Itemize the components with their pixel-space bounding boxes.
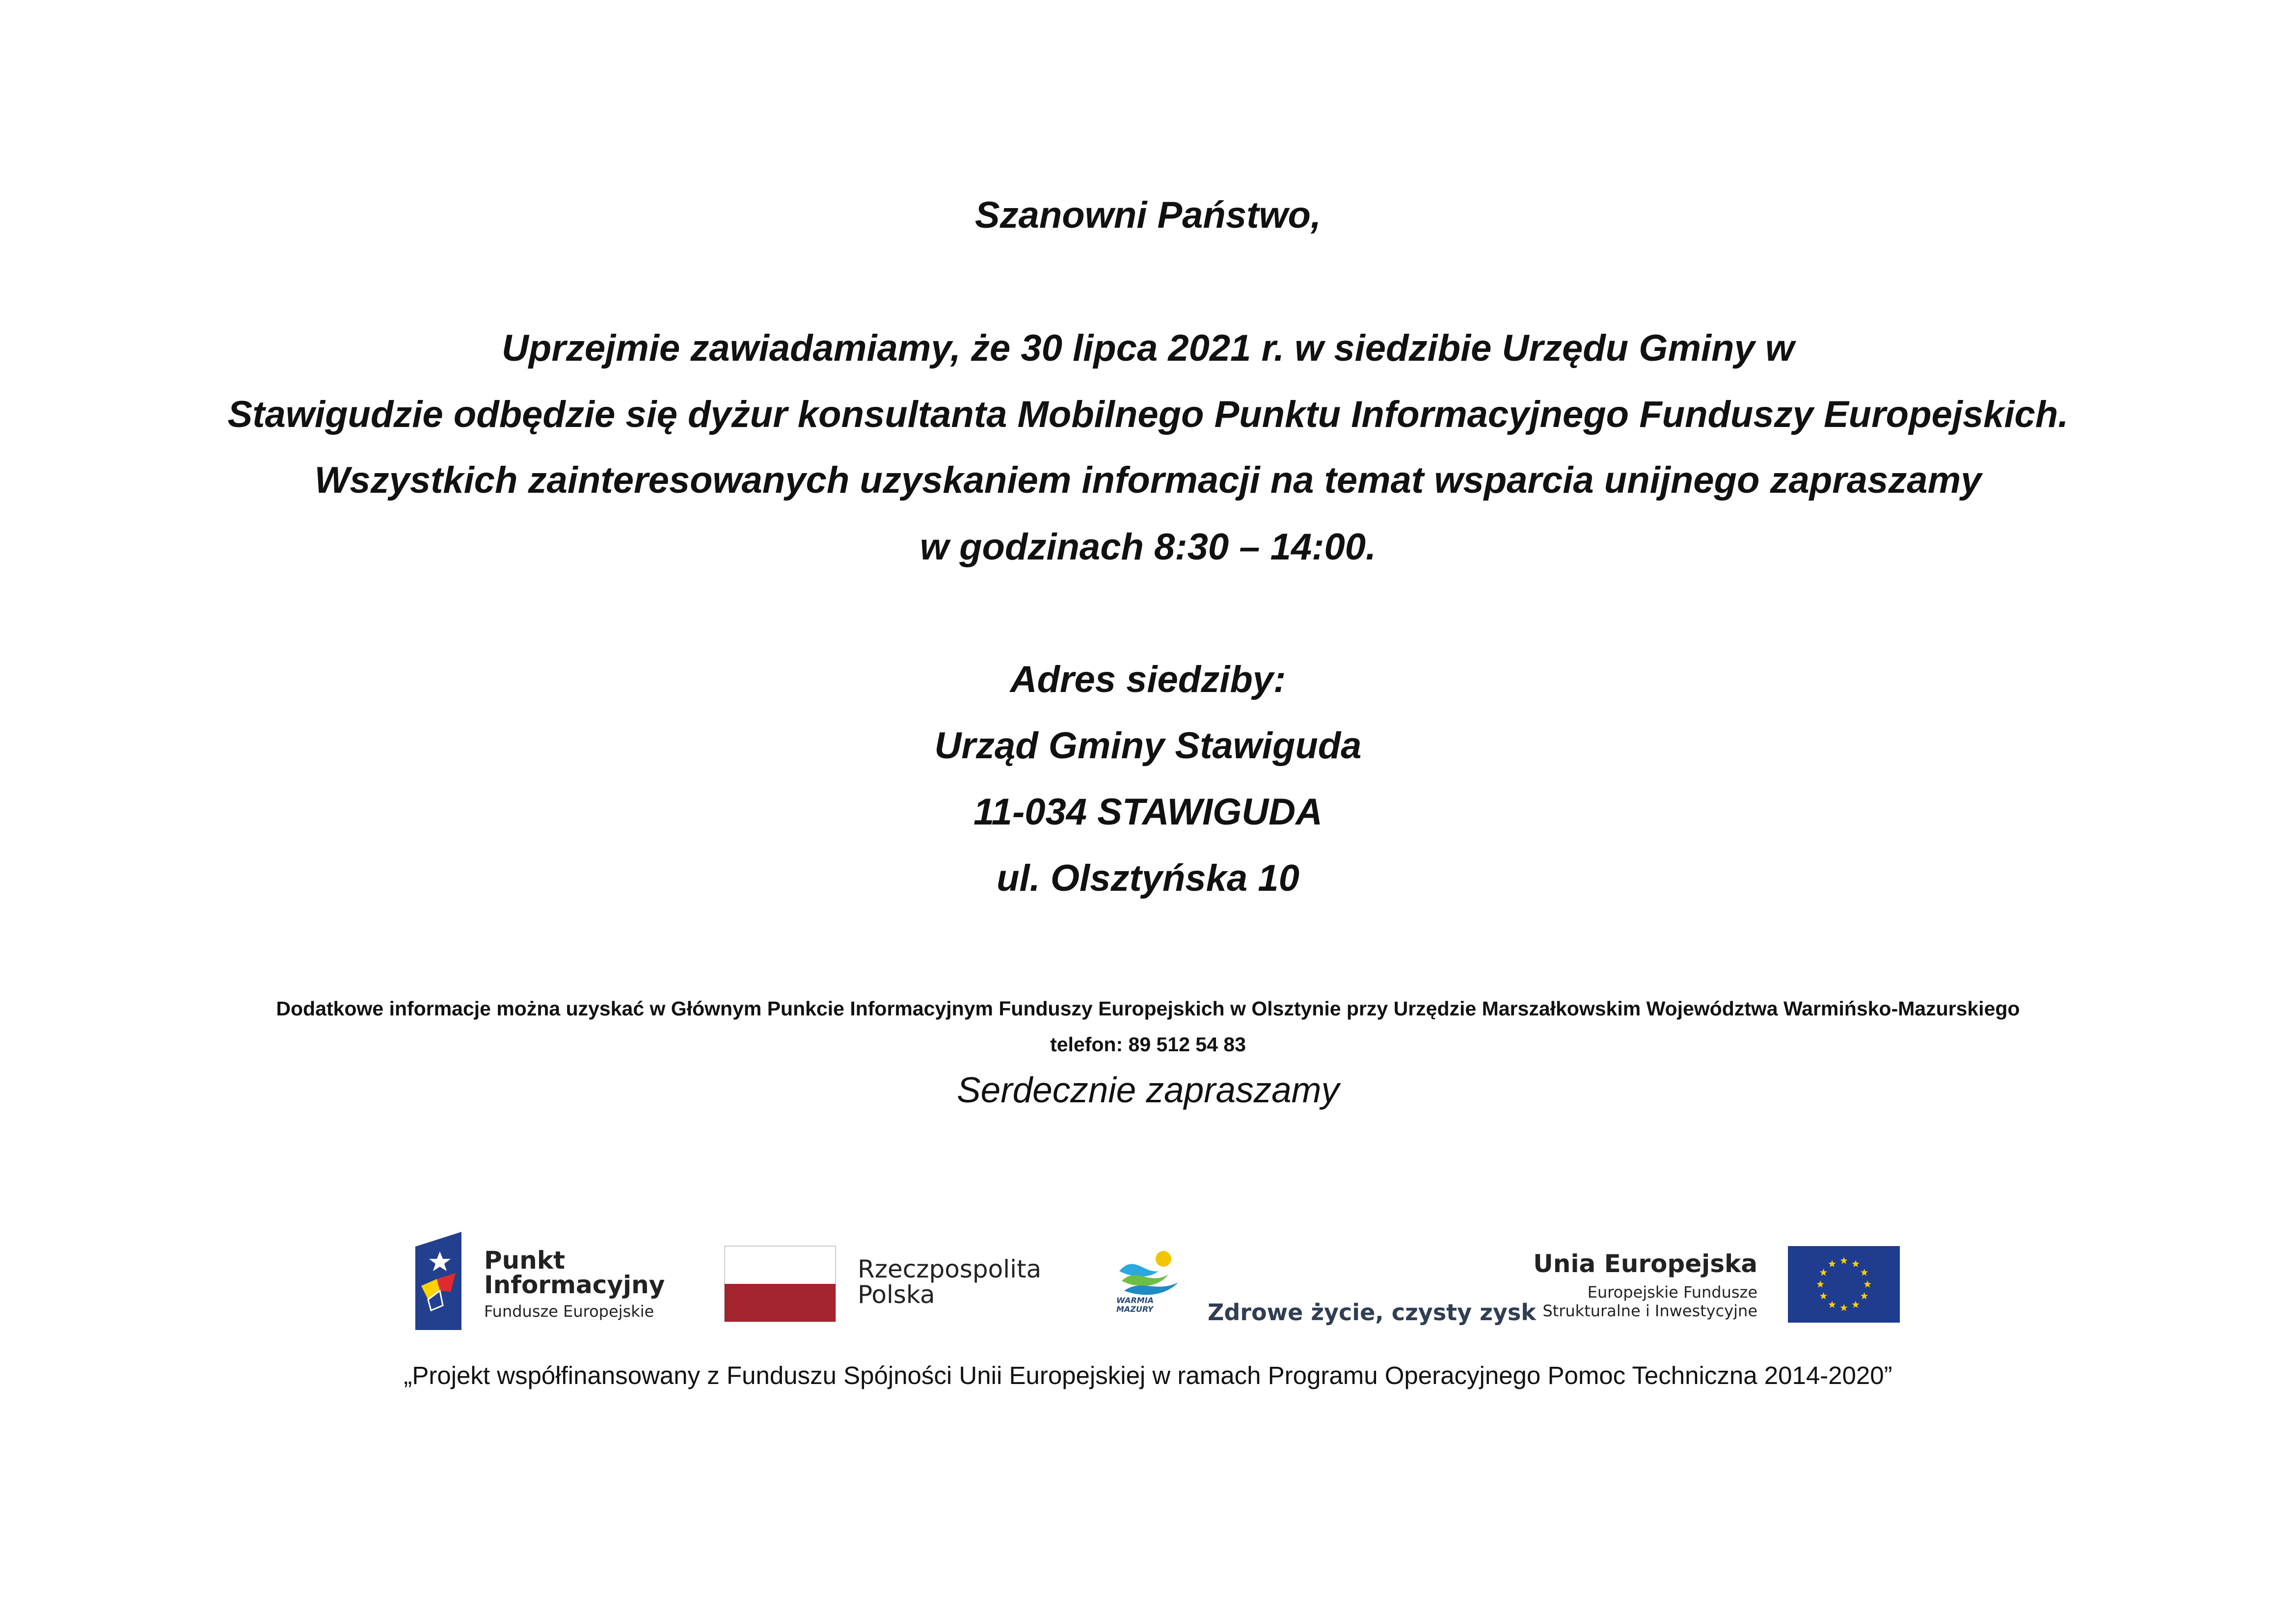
warmia-slogan: Zdrowe życie, czysty zysk bbox=[1208, 1299, 1536, 1326]
warmia-mazury-logo bbox=[1114, 1244, 1536, 1332]
salutation: Szanowni Państwo, bbox=[974, 194, 1322, 236]
body-line-4: w godzinach 8:30 – 14:00. bbox=[919, 526, 1377, 568]
project-cofinancing-note: „Projekt współfinansowany z Funduszu Spójności Unii Europejskiej w ramach Programu Operacyjnego Pomoc Techniczna 2014-2020” bbox=[404, 1361, 1892, 1389]
closing-invitation: Serdecznie zapraszamy bbox=[956, 1070, 1339, 1110]
ue-line-1: Unia Europejska bbox=[1533, 1250, 1757, 1278]
body-line-3: Wszystkich zainteresowanych uzyskaniem informacji na temat wsparcia unijnego zapraszamy bbox=[314, 459, 1982, 501]
unia-europejska-logo bbox=[1533, 1244, 1900, 1328]
address-postal: 11-034 STAWIGUDA bbox=[973, 791, 1323, 833]
warmia-mazury-mark: WARMIA MAZURY bbox=[1116, 1296, 1154, 1314]
punkt-informacyjny-logo bbox=[411, 1232, 665, 1330]
additional-info: Dodatkowe informacje można uzyskać w Głównym Punkcie Informacyjnym Funduszy Europejskich w Olsztynie przy Urzędzie Marszałkowskim Województwa Warmińsko-Mazurskiego bbox=[276, 997, 2020, 1020]
address-heading: Adres siedziby: bbox=[1010, 659, 1286, 700]
rzeczpospolita-polska-logo bbox=[724, 1246, 1048, 1324]
punkt-line-1: Punkt bbox=[484, 1246, 565, 1275]
punkt-line-2: Informacyjny bbox=[484, 1271, 665, 1299]
body-line-1: Uprzejmie zawiadamiamy, że 30 lipca 2021 r. w siedzibie Urzędu Gminy w bbox=[502, 327, 1794, 369]
ue-line-3: Strukturalne i Inwestycyjne bbox=[1542, 1302, 1757, 1320]
eu-flag-icon bbox=[1788, 1246, 1900, 1323]
rp-line-2: Polska bbox=[858, 1280, 935, 1309]
body-line-2: Stawigudzie odbędzie się dyżur konsultanta Mobilnego Punktu Informacyjnego Funduszy Europejskich. bbox=[227, 394, 2069, 435]
phone-number: telefon: 89 512 54 83 bbox=[1050, 1033, 1246, 1056]
address-name: Urząd Gminy Stawiguda bbox=[934, 725, 1362, 767]
punkt-informacyjny-emblem-icon bbox=[411, 1232, 465, 1330]
rp-line-1: Rzeczpospolita bbox=[858, 1255, 1042, 1283]
ue-line-2: Europejskie Fundusze bbox=[1587, 1283, 1757, 1302]
punkt-line-3: Fundusze Europejskie bbox=[484, 1302, 654, 1321]
address-street: ul. Olsztyńska 10 bbox=[997, 857, 1299, 899]
warmia-mazury-emblem-icon bbox=[1114, 1244, 1188, 1303]
polish-flag-icon bbox=[724, 1246, 836, 1322]
